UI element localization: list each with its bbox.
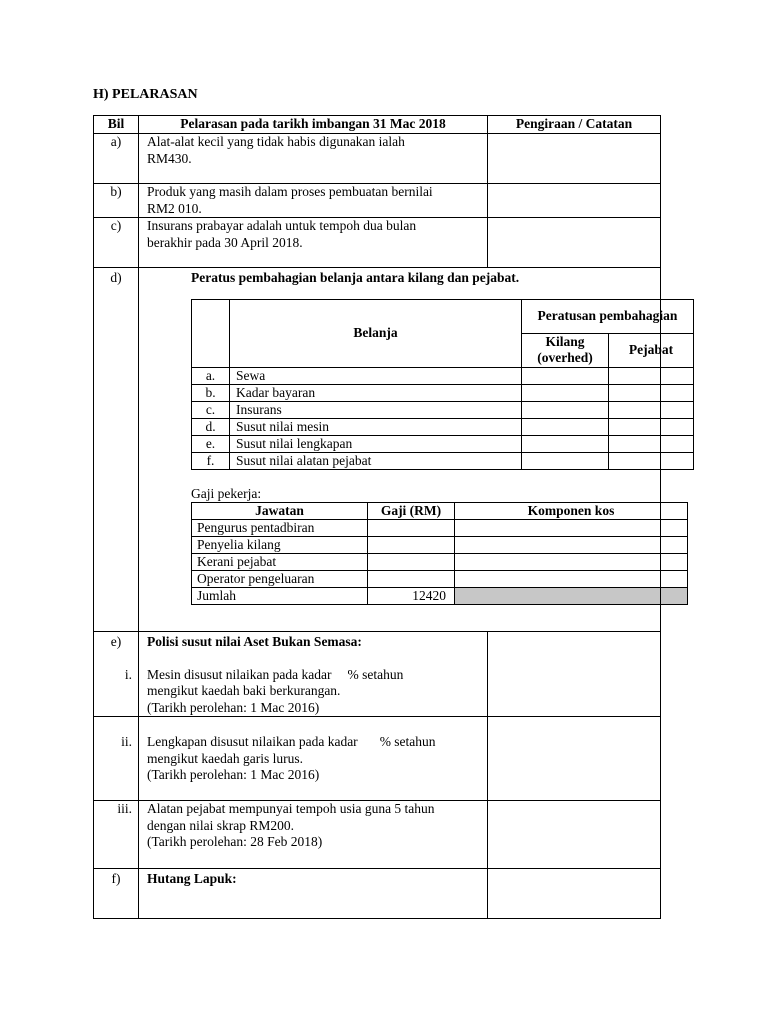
row-a-line1: Alat-alat kecil yang tidak habis digunakan ialah (147, 134, 405, 149)
row-e-i-line1: Mesin disusut nilaikan pada kadar % setahun (147, 666, 404, 682)
row-f-bil: f) (94, 869, 139, 919)
row-e-ii-line2: mengikut kaedah garis lurus. (147, 750, 303, 766)
expense-no: c. (192, 401, 230, 418)
row-f-notes[interactable] (488, 869, 661, 919)
expense-no: e. (192, 435, 230, 452)
expense-row (192, 401, 694, 418)
jawatan-cell: Pengurus pentadbiran (192, 520, 368, 537)
adjustments-table (93, 115, 678, 919)
salary-row (192, 537, 688, 554)
row-e-i-line3: (Tarikh perolehan: 1 Mac 2016) (147, 699, 320, 715)
expense-row (192, 452, 694, 469)
header-pelarasan: Pelarasan pada tarikh imbangan 31 Mac 2018 (139, 116, 488, 134)
salary-total-row (192, 588, 688, 605)
row-e-bil-cell (94, 632, 139, 717)
row-e-ii-no: ii. (94, 717, 139, 801)
pejabat-cell[interactable] (609, 367, 694, 384)
row-b-line1: Produk yang masih dalam proses pembuatan bernilai (147, 184, 433, 199)
kilang-cell[interactable] (522, 435, 609, 452)
row-f (94, 869, 661, 919)
pejabat-cell[interactable] (609, 452, 694, 469)
pejabat-cell[interactable] (609, 435, 694, 452)
expense-allocation-table (191, 299, 694, 470)
row-c-line1: Insurans prabayar adalah untuk tempoh dua bulan (147, 218, 417, 233)
row-e-iii-text (139, 801, 488, 869)
row-e-i-notes[interactable] (488, 632, 661, 717)
jawatan-cell: Kerani pejabat (192, 554, 368, 571)
gaji-label: Gaji pekerja: (191, 485, 262, 501)
section-title: H) PELARASAN (93, 87, 198, 102)
kilang-cell[interactable] (522, 418, 609, 435)
jawatan-header: Jawatan (192, 503, 368, 520)
row-c-notes[interactable] (488, 218, 661, 268)
komponen-cell[interactable] (455, 537, 688, 554)
expense-no: b. (192, 384, 230, 401)
row-a-line2: RM430. (147, 150, 192, 166)
expense-name: Susut nilai mesin (230, 418, 522, 435)
row-b (94, 184, 661, 218)
kilang-cell[interactable] (522, 452, 609, 469)
row-e-ii-notes[interactable] (488, 717, 661, 801)
pejabat-header: Pejabat (609, 333, 694, 367)
gaji-cell[interactable] (368, 571, 455, 588)
row-b-text (139, 184, 488, 218)
row-c-line2: berakhir pada 30 April 2018. (147, 234, 303, 250)
gaji-header: Gaji (RM) (368, 503, 455, 520)
expense-name: Susut nilai alatan pejabat (230, 452, 522, 469)
komponen-header: Komponen kos (455, 503, 688, 520)
row-e-bil: e) (110, 634, 122, 649)
kilang-cell[interactable] (522, 401, 609, 418)
row-b-notes[interactable] (488, 184, 661, 218)
gaji-cell[interactable] (368, 537, 455, 554)
expense-no: f. (192, 452, 230, 469)
gaji-cell[interactable] (368, 554, 455, 571)
kilang-header: Kilang (overhed) (522, 333, 609, 367)
salary-table (191, 502, 688, 605)
row-e-iii-no: iii. (94, 801, 139, 869)
salary-row (192, 520, 688, 537)
expense-row (192, 384, 694, 401)
jawatan-cell: Penyelia kilang (192, 537, 368, 554)
expense-row (192, 418, 694, 435)
expense-row (192, 435, 694, 452)
jumlah-value: 12420 (368, 588, 455, 605)
row-e-i-line2: mengikut kaedah baki berkurangan. (147, 683, 341, 698)
row-f-title: Hutang Lapuk: (139, 869, 488, 919)
row-c-bil: c) (94, 218, 139, 268)
row-e-i (94, 632, 661, 717)
row-e-iii (94, 801, 661, 869)
expense-no: a. (192, 367, 230, 384)
row-d-title: Peratus pembahagian belanja antara kilang dan pejabat. (191, 270, 520, 285)
komponen-cell[interactable] (455, 554, 688, 571)
row-b-line2: RM2 010. (147, 200, 202, 216)
komponen-cell[interactable] (455, 520, 688, 537)
row-e-ii-text (139, 717, 488, 801)
expense-name: Sewa (230, 367, 522, 384)
header-pengiraan: Pengiraan / Catatan (488, 116, 661, 134)
expense-no: d. (192, 418, 230, 435)
row-e-iii-line2: dengan nilai skrap RM200. (147, 817, 294, 833)
belanja-header: Belanja (230, 299, 522, 367)
komponen-cell[interactable] (455, 571, 688, 588)
row-d (94, 268, 661, 632)
row-a-text (139, 134, 488, 184)
jawatan-cell: Operator pengeluaran (192, 571, 368, 588)
header-bil: Bil (94, 116, 139, 134)
row-b-bil: b) (94, 184, 139, 218)
pejabat-cell[interactable] (609, 418, 694, 435)
row-e-iii-line1: Alatan pejabat mempunyai tempoh usia guna 5 tahun (147, 801, 435, 816)
expense-row (192, 367, 694, 384)
row-d-bil: d) (94, 268, 139, 632)
pejabat-cell[interactable] (609, 384, 694, 401)
row-e-title: Polisi susut nilai Aset Bukan Semasa: (147, 634, 362, 649)
row-e-i-text (139, 632, 488, 717)
salary-row (192, 571, 688, 588)
row-d-content (139, 268, 678, 632)
row-e-iii-line3: (Tarikh perolehan: 28 Feb 2018) (147, 834, 323, 849)
row-a-bil: a) (94, 134, 139, 184)
jumlah-label: Jumlah (192, 588, 368, 605)
gaji-cell[interactable] (368, 520, 455, 537)
row-c (94, 218, 661, 268)
row-e-iii-notes[interactable] (488, 801, 661, 869)
blank-header-cell (192, 299, 230, 367)
row-e-i-no: i. (124, 666, 132, 682)
salary-row (192, 554, 688, 571)
row-e-ii (94, 717, 661, 801)
row-c-text (139, 218, 488, 268)
jumlah-shaded-cell (455, 588, 688, 605)
row-e-ii-line1: Lengkapan disusut nilaikan pada kadar % setahun (147, 734, 436, 749)
kilang-cell[interactable] (522, 384, 609, 401)
expense-name: Insurans (230, 401, 522, 418)
kilang-cell[interactable] (522, 367, 609, 384)
expense-name: Kadar bayaran (230, 384, 522, 401)
row-e-ii-line3: (Tarikh perolehan: 1 Mac 2016) (147, 767, 320, 782)
pejabat-cell[interactable] (609, 401, 694, 418)
row-a-notes[interactable] (488, 134, 661, 184)
peratusan-header: Peratusan pembahagian (522, 299, 694, 333)
header-row (94, 116, 661, 134)
expense-name: Susut nilai lengkapan (230, 435, 522, 452)
row-a (94, 134, 661, 184)
